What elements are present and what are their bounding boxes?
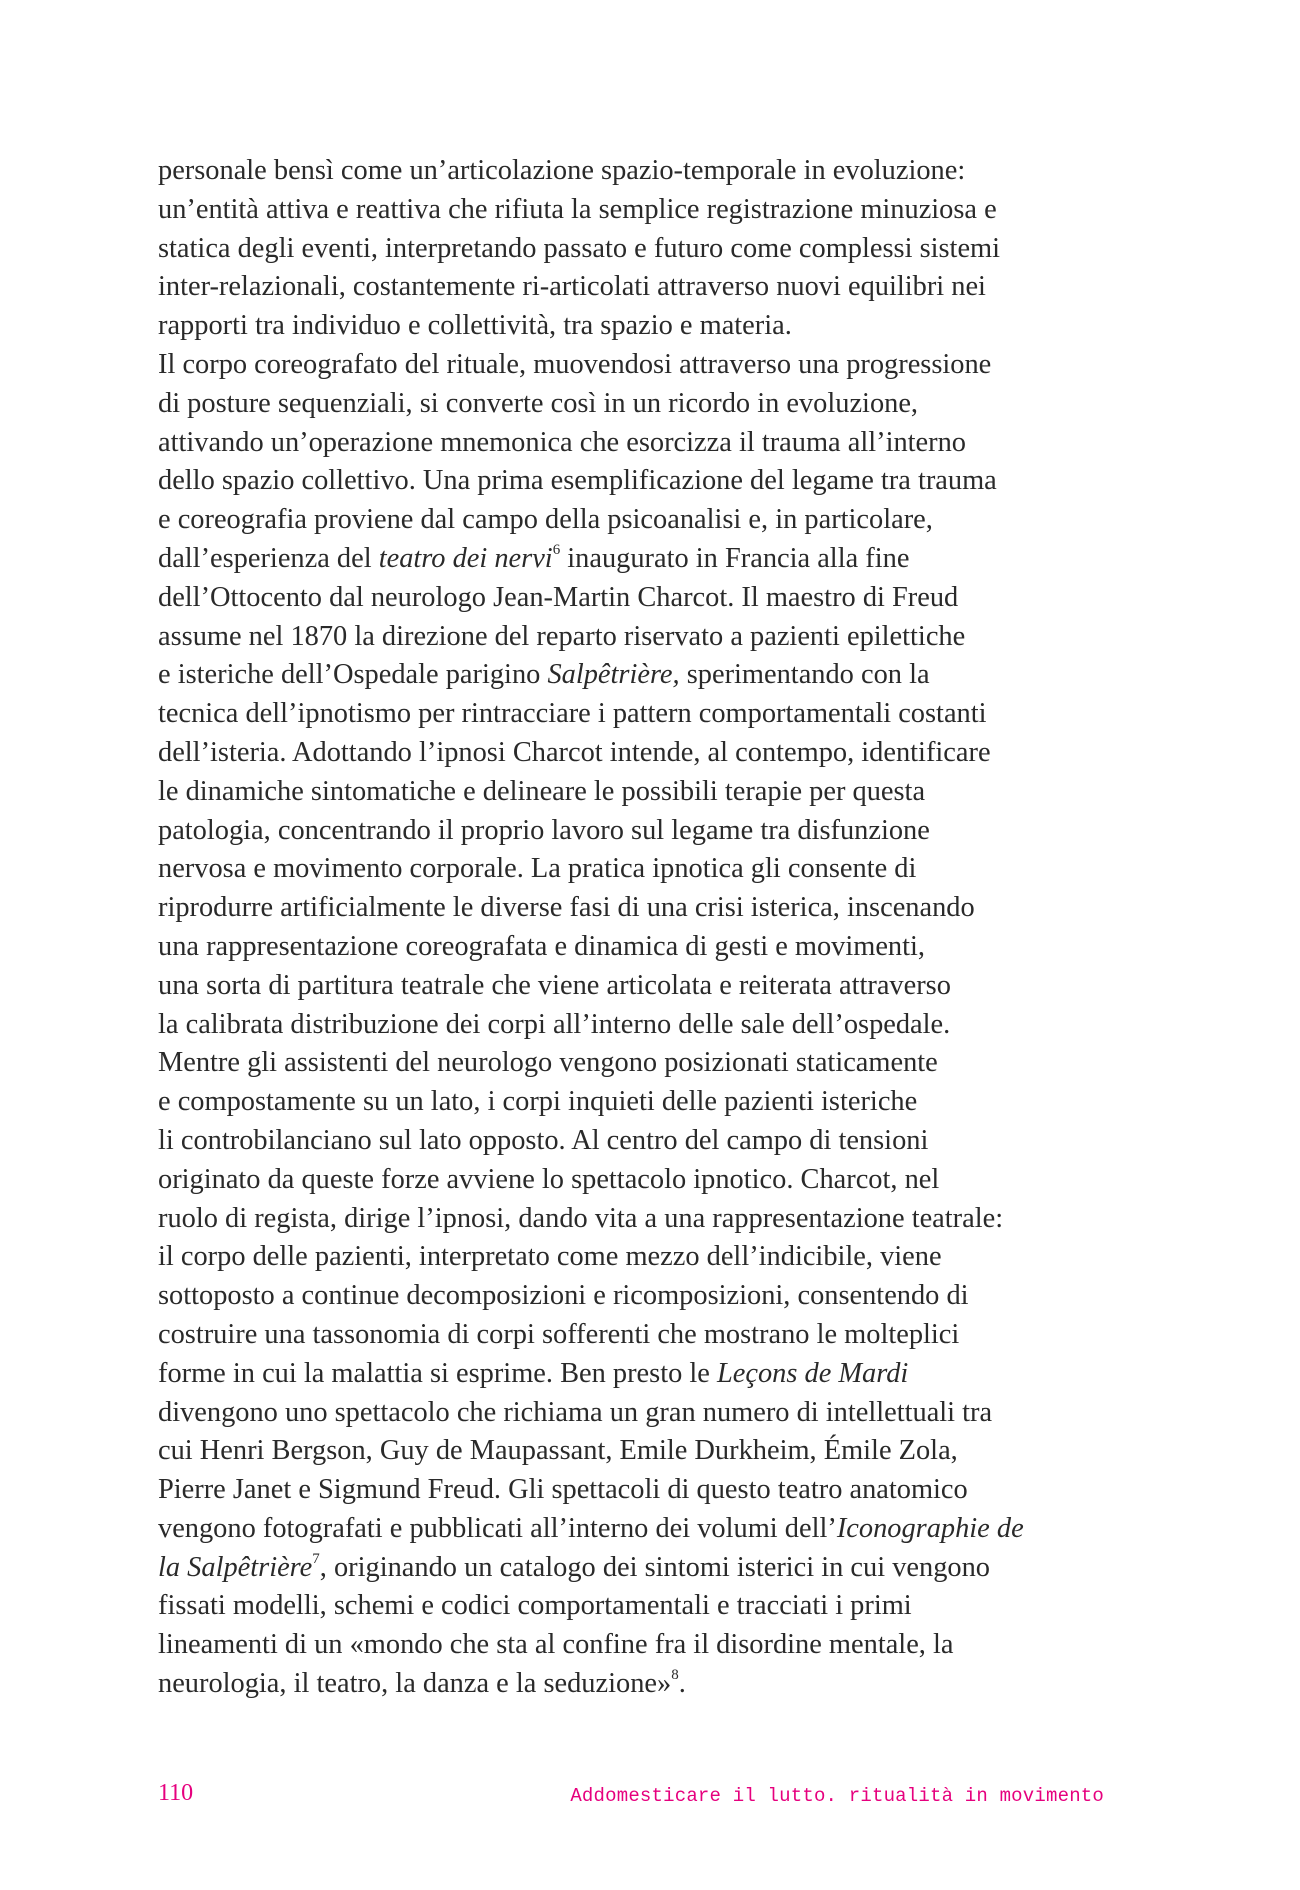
text-span: dall’esperienza del xyxy=(158,542,379,574)
text-span: fissati modelli, schemi e codici comportamentali e tracciati i primi xyxy=(158,1590,912,1622)
text-span: patologia, concentrando il proprio lavoro sul legame tra disfunzione xyxy=(158,814,930,846)
text-span: . xyxy=(678,1668,686,1700)
text-line xyxy=(158,1122,1118,1161)
text-line xyxy=(158,1083,1118,1122)
text-line xyxy=(158,1161,1118,1200)
text-span: cui Henri Bergson, Guy de Maupassant, Emile Durkheim, Émile Zola, xyxy=(158,1435,958,1467)
text-span: neurologia, il teatro, la danza e la seduzione» xyxy=(158,1668,672,1700)
text-span: e compostamente su un lato, i corpi inquieti delle pazienti isteriche xyxy=(158,1086,918,1118)
text-span: Pierre Janet e Sigmund Freud. Gli spettacoli di questo teatro anatomico xyxy=(158,1474,968,1506)
text-span: la calibrata distribuzione dei corpi all’interno delle sale dell’ospedale. xyxy=(158,1008,951,1040)
text-span: una rappresentazione coreografata e dinamica di gesti e movimenti, xyxy=(158,930,926,962)
text-line xyxy=(158,656,1118,695)
text-span: tecnica dell’ipnotismo per rintracciare i pattern comportamentali costanti xyxy=(158,698,987,730)
text-line xyxy=(158,1277,1118,1316)
text-line xyxy=(158,889,1118,928)
text-span: Il corpo coreografato del rituale, muovendosi attraverso una progressione xyxy=(158,348,992,380)
text-span: e coreografia proviene dal campo della psicoanalisi e, in particolare, xyxy=(158,504,933,536)
text-line xyxy=(158,346,1118,385)
text-line xyxy=(158,1394,1118,1433)
text-span: riprodurre artificialmente le diverse fasi di una crisi isterica, inscenando xyxy=(158,892,975,924)
text-span: nervosa e movimento corporale. La pratica ipnotica gli consente di xyxy=(158,853,917,885)
footnote-ref[interactable]: 6 xyxy=(552,541,561,558)
text-span: un’entità attiva e reattiva che rifiuta la semplice registrazione minuziosa e xyxy=(158,193,997,225)
text-span: vengono fotografati e pubblicati all’interno dei volumi dell’ xyxy=(158,1512,837,1544)
text-span: divengono uno spettacolo che richiama un gran numero di intellettuali tra xyxy=(158,1396,993,1428)
text-span: ruolo di regista, dirige l’ipnosi, dando vita a una rappresentazione teatrale: xyxy=(158,1202,1004,1234)
text-line xyxy=(158,191,1118,230)
text-line xyxy=(158,462,1118,501)
text-line xyxy=(158,1510,1118,1549)
text-line xyxy=(158,1432,1118,1471)
text-span: forme in cui la malattia si esprime. Ben presto le xyxy=(158,1357,717,1389)
text-line xyxy=(158,501,1118,540)
italic-term-teatro-dei-nervi: teatro dei nervi xyxy=(378,542,553,574)
text-span: , originando un catalogo dei sintomi isterici in cui vengono xyxy=(319,1551,990,1583)
text-span: sperimentando con la xyxy=(679,659,930,691)
text-span: dello spazio collettivo. Una prima esemplificazione del legame tra trauma xyxy=(158,465,997,497)
text-span: inter-relazionali, costantemente ri-articolati attraverso nuovi equilibri nei xyxy=(158,271,986,303)
text-span: dell’isteria. Adottando l’ipnosi Charcot intende, al contempo, identificare xyxy=(158,736,991,768)
text-line xyxy=(158,928,1118,967)
text-span: attivando un’operazione mnemonica che esorcizza il trauma all’interno xyxy=(158,426,966,458)
footnote-ref[interactable]: 8 xyxy=(671,1667,679,1684)
text-line xyxy=(158,967,1118,1006)
text-line xyxy=(158,850,1118,889)
text-span: e isteriche dell’Ospedale parigino xyxy=(158,659,548,691)
text-line xyxy=(158,773,1118,812)
text-span: le dinamiche sintomatiche e delineare le possibili terapie per questa xyxy=(158,775,926,807)
text-line xyxy=(158,1355,1118,1394)
text-line xyxy=(158,1665,1118,1704)
text-line xyxy=(158,1044,1118,1083)
text-span: il corpo delle pazienti, interpretato come mezzo dell’indicibile, viene xyxy=(158,1241,942,1273)
italic-term-la-salpetriere: la Salpêtrière xyxy=(158,1551,313,1583)
text-line xyxy=(158,618,1118,657)
text-line xyxy=(158,1587,1118,1626)
text-span: assume nel 1870 la direzione del reparto riservato a pazienti epilettiche xyxy=(158,620,966,652)
text-line xyxy=(158,385,1118,424)
text-span: li controbilanciano sul lato opposto. Al centro del campo di tensioni xyxy=(158,1124,929,1156)
text-line xyxy=(158,1471,1118,1510)
italic-term-iconographie: Iconographie de xyxy=(836,1512,1024,1544)
text-line xyxy=(158,1549,1118,1588)
text-line xyxy=(158,307,1118,346)
text-span: una sorta di partitura teatrale che viene articolata e reiterata attraverso xyxy=(158,969,951,1001)
text-span: inaugurato in Francia alla fine xyxy=(560,542,910,574)
text-line xyxy=(158,695,1118,734)
text-line xyxy=(158,1006,1118,1045)
text-line xyxy=(158,152,1118,191)
text-line xyxy=(158,1200,1118,1239)
italic-term-salpetriere: Salpêtrière, xyxy=(547,659,680,691)
text-span: Mentre gli assistenti del neurologo vengono posizionati staticamente xyxy=(158,1047,938,1079)
footnote-ref[interactable]: 7 xyxy=(312,1550,320,1567)
text-span: personale bensì come un’articolazione spazio-temporale in evoluzione: xyxy=(158,155,966,186)
text-line xyxy=(158,812,1118,851)
text-span: rapporti tra individuo e collettività, tra spazio e materia. xyxy=(158,310,792,342)
text-span: lineamenti di un «mondo che sta al confine fra il disordine mentale, la xyxy=(158,1629,954,1661)
text-line xyxy=(158,734,1118,773)
text-span: originato da queste forze avviene lo spettacolo ipnotico. Charcot, nel xyxy=(158,1163,940,1195)
text-line xyxy=(158,1626,1118,1665)
page-number: 110 xyxy=(158,1780,194,1806)
text-line xyxy=(158,540,1118,579)
text-line xyxy=(158,579,1118,618)
running-title: Addomesticare il lutto. ritualità in movimento xyxy=(570,1785,1104,1807)
text-line xyxy=(158,424,1118,463)
text-line xyxy=(158,268,1118,307)
body-text xyxy=(158,152,1118,1704)
text-span: dell’Ottocento dal neurologo Jean-Martin Charcot. Il maestro di Freud xyxy=(158,581,959,613)
text-line xyxy=(158,230,1118,269)
text-span: costruire una tassonomia di corpi sofferenti che mostrano le molteplici xyxy=(158,1318,960,1350)
text-line xyxy=(158,1316,1118,1355)
text-line xyxy=(158,1238,1118,1277)
text-span: statica degli eventi, interpretando passato e futuro come complessi sistemi xyxy=(158,232,1001,264)
italic-term-lecons-de-mardi: Leçons de Mardi xyxy=(716,1357,909,1389)
text-span: di posture sequenziali, si converte così in un ricordo in evoluzione, xyxy=(158,387,919,419)
text-span: sottoposto a continue decomposizioni e ricomposizioni, consentendo di xyxy=(158,1280,969,1312)
